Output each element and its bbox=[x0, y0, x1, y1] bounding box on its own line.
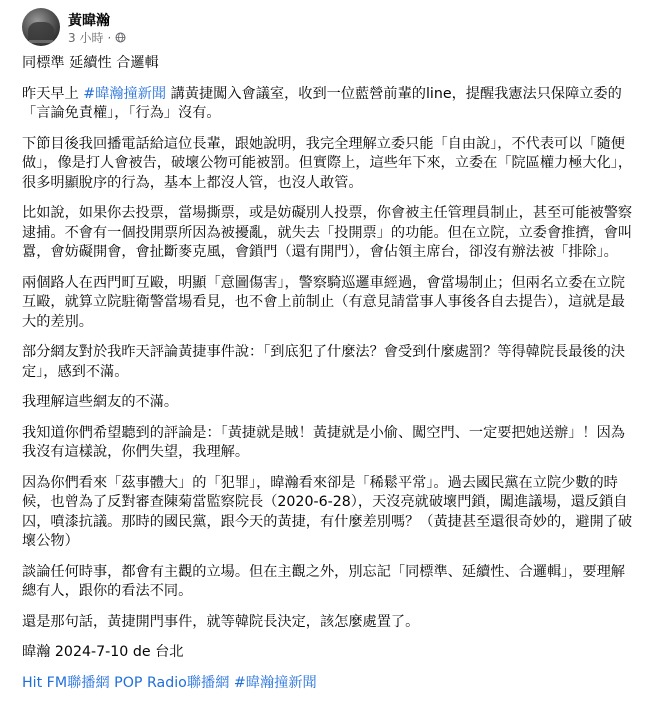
post-paragraph: 同標準 延續性 合邏輯 bbox=[22, 55, 159, 71]
post-paragraph: 我理解這些網友的不滿。 bbox=[22, 394, 179, 410]
hashtag-link[interactable]: #暐瀚撞新聞 bbox=[233, 674, 317, 691]
post-paragraph: 部分網友對於我昨天評論黃捷事件說：「到底犯了什麼法？會受到什麼處罰？等得韓院長最後的決定」，感到不滿。 bbox=[22, 344, 625, 380]
post-meta bbox=[68, 29, 126, 46]
post-paragraph: 比如說，如果你去投票，當場撕票，或是妨礙別人投票，你會被主任管理員制止，甚至可能被警察逮捕。不會有一個投開票所因為被擾亂，就失去「投開票」的功能。但在立院，立委會推擠，會叫囂，會妨礙開會，會扯斷麥克風，會鎖門（還有開門），會佔領主席台，卻沒有辦法被「排除」。 bbox=[22, 205, 633, 260]
post-time[interactable]: 3 小時 bbox=[68, 31, 104, 45]
author-name[interactable]: 黃暐瀚 bbox=[68, 13, 110, 29]
globe-icon[interactable] bbox=[115, 32, 126, 43]
post-paragraph: 談論任何時事，都會有主觀的立場。但在主觀之外，別忘記「同標準、延續性、合邏輯」，要理解總有人，跟你的看法不同。 bbox=[22, 563, 625, 599]
popradio-link[interactable]: POP Radio聯播網 bbox=[114, 674, 230, 691]
post-body bbox=[22, 54, 638, 704]
meta-separator: · bbox=[107, 30, 112, 45]
hitfm-link[interactable]: Hit FM聯播網 bbox=[22, 674, 110, 691]
post-header bbox=[22, 8, 635, 50]
paragraph-text: 昨天早上 bbox=[22, 85, 84, 102]
post-footer-links bbox=[22, 674, 638, 694]
post-paragraph: 我知道你們希望聽到的評論是：「黃捷就是賊！黃捷就是小偷、闖空門、一定要把她送辦」！因為我沒有這樣說，你們失望，我理解。 bbox=[22, 424, 625, 460]
post-paragraph: 因為你們看來「茲事體大」的「犯罪」，暐瀚看來卻是「稀鬆平常」。過去國民黨在立院少數的時候，也曾為了反對審查陳菊當監察院長（2020-6-28），天沒亮就破壞門鎖，闖進議場，還反鎖自囚，噴漆抗議。那時的國民黨，跟今天的黃捷，有什麼差別嗎？（黃捷甚至還很奇妙的，避開了破壞公物） bbox=[22, 474, 633, 549]
post-signature: 暐瀚 2024-7-10 de 台北 bbox=[22, 644, 184, 660]
paragraph-text: 講黃捷闖入會議室，收到一位藍營前輩的line，提醒我憲法只保障立委的「言論免責權」，「行為」沒有。 bbox=[22, 85, 622, 121]
post-paragraph: 兩個路人在西門町互毆，明顯「意圖傷害」，警察騎巡邏車經過，會當場制止；但兩名立委在立院互毆，就算立院駐衛警當場看見，也不會上前制止（有意見請當事人事後各自去提告），這就是最大的差別。 bbox=[22, 274, 625, 330]
hashtag-link[interactable]: #暐瀚撞新聞 bbox=[83, 85, 167, 102]
post-paragraph: 下節目後我回播電話給這位長輩，跟她說明，我完全理解立委只能「自由說」，不代表可以「隨便做」，像是打人會被告，破壞公物可能被罰。但實際上，這些年下來，立委在「院區權力極大化」，很多明顯脫序的行為，基本上都沒人管，也沒人敢管。 bbox=[22, 135, 633, 191]
avatar-photo-tag bbox=[29, 40, 53, 43]
post-paragraph: 還是那句話，黃捷開門事件，就等韓院長決定，該怎麼處置了。 bbox=[22, 613, 420, 630]
post-paragraph bbox=[22, 85, 638, 124]
avatar[interactable] bbox=[22, 8, 60, 46]
